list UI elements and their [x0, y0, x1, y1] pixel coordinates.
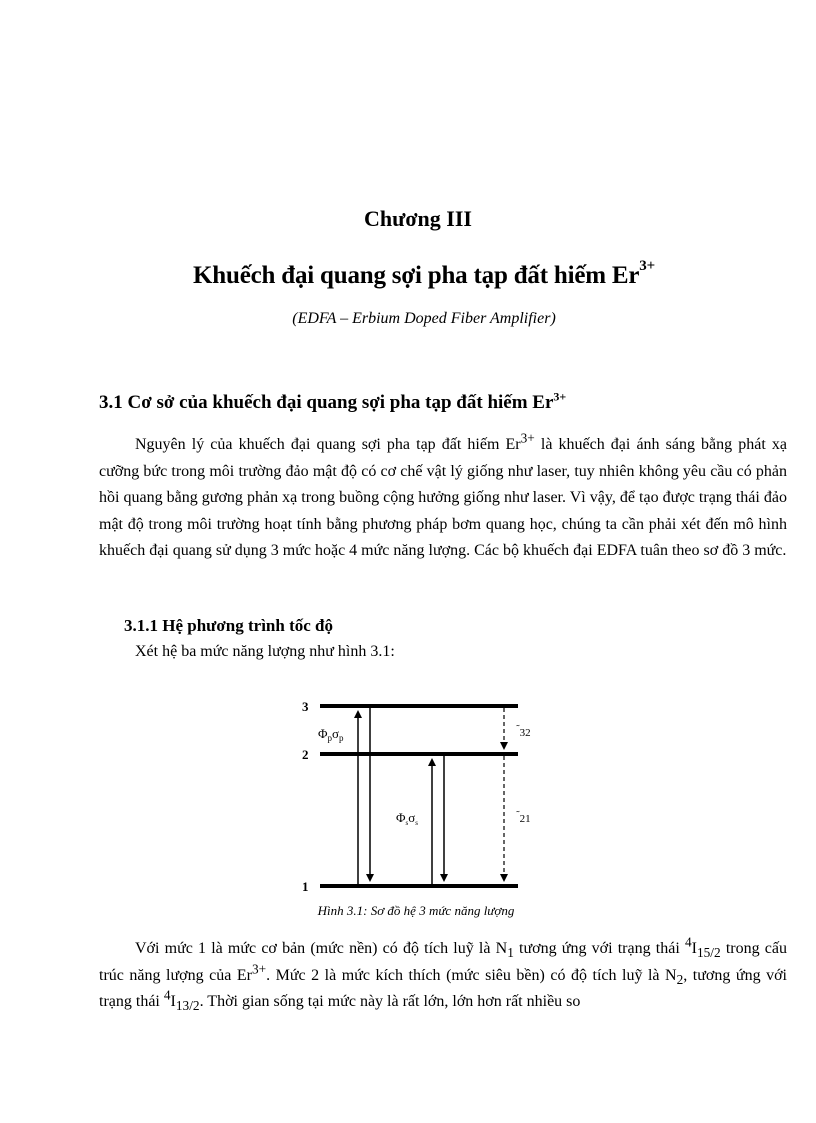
p2-text-7: I [170, 993, 176, 1010]
paragraph-2 [99, 936, 787, 1016]
pump-label: $\Phi_p\sigma_p$ [318, 726, 344, 743]
p2-text-5: . Mức 2 là mức kích thích (mức siêu bền) có độ tích luỹ là N [266, 966, 677, 984]
tau-32-label: ˜32 [516, 723, 531, 739]
level-1-label: 1 [302, 879, 309, 894]
figure-caption: Hình 3.1: Sơ đồ hệ 3 mức năng lượng [317, 903, 515, 918]
chapter-title: Chương III [364, 206, 472, 231]
level-3-label: 3 [302, 699, 309, 714]
section-paragraph [99, 432, 787, 565]
section-heading-text: 3.1 Cơ sở của khuếch đại quang sợi pha tạp đất hiếm Er [99, 392, 554, 413]
paragraph-part-a: Nguyên lý của khuếch đại quang sợi pha tạp đất hiếm Er [135, 436, 521, 453]
p2-sub-3: 2 [676, 971, 684, 987]
p2-sup-1: 4 [684, 934, 692, 950]
paragraph-part-b: là khuếch đại ánh sáng bằng phát xạ cưỡng bức trong môi trường đảo mật độ có cơ chế vật lý giống như laser, tuy nhiên không yêu cầu có phản hồi quang bằng gương phản xạ trong buồng cộng hưởng giống như laser. Vì vậy, để tạo được trạng thái đảo mật độ trong môi trường hoạt tính bằng phương pháp bơm quang học, chúng ta cần phải xét đến mô hình khuếch đại quang sử dụng 3 mức hoặc 4 mức năng lượng. Các bộ khuếch đại EDFA tuân theo sơ đồ 3 mức. [99, 436, 787, 559]
tau-21-label: ˜21 [516, 809, 531, 825]
p2-text-1: Với mức 1 là mức cơ bản (mức nền) có độ tích luỹ là N [135, 940, 508, 957]
p2-text-3: I [691, 940, 697, 957]
subsection-heading: 3.1.1 Hệ phương trình tốc độ [124, 616, 333, 635]
title-text: Khuếch đại quang sợi pha tạp đất hiếm Er [193, 262, 640, 289]
p2-sub-1: 1 [507, 945, 514, 961]
p2-text-4: trong cấu trúc năng lượng của Er [99, 940, 788, 984]
section-heading [99, 389, 567, 414]
p2-sup-3: 4 [163, 987, 171, 1003]
level-2-label: 2 [302, 747, 309, 762]
document-title [0, 257, 816, 290]
document-subtitle: (EDFA – Erbium Doped Fiber Amplifier) [292, 310, 556, 327]
p2-text-8: . Thời gian sống tại mức này là rất lớn, lớn hơn rất nhiều so [199, 993, 581, 1010]
p2-text-6: , tương ứng với trạng thái [99, 966, 787, 1010]
p2-text-2: tương ứng với trạng thái [513, 940, 685, 957]
energy-level-diagram [290, 692, 550, 902]
p2-sub-2: 15/2 [696, 945, 721, 961]
title-superscript: 3+ [639, 257, 655, 274]
paragraph-superscript: 3+ [520, 430, 535, 446]
section-heading-superscript: 3+ [553, 389, 567, 404]
p2-sup-2: 3+ [251, 961, 267, 977]
signal-label: $\Phi_s\sigma_s$ [396, 810, 418, 827]
p2-sub-4: 13/2 [175, 998, 200, 1014]
subsection-intro: Xét hệ ba mức năng lượng như hình 3.1: [135, 643, 395, 660]
